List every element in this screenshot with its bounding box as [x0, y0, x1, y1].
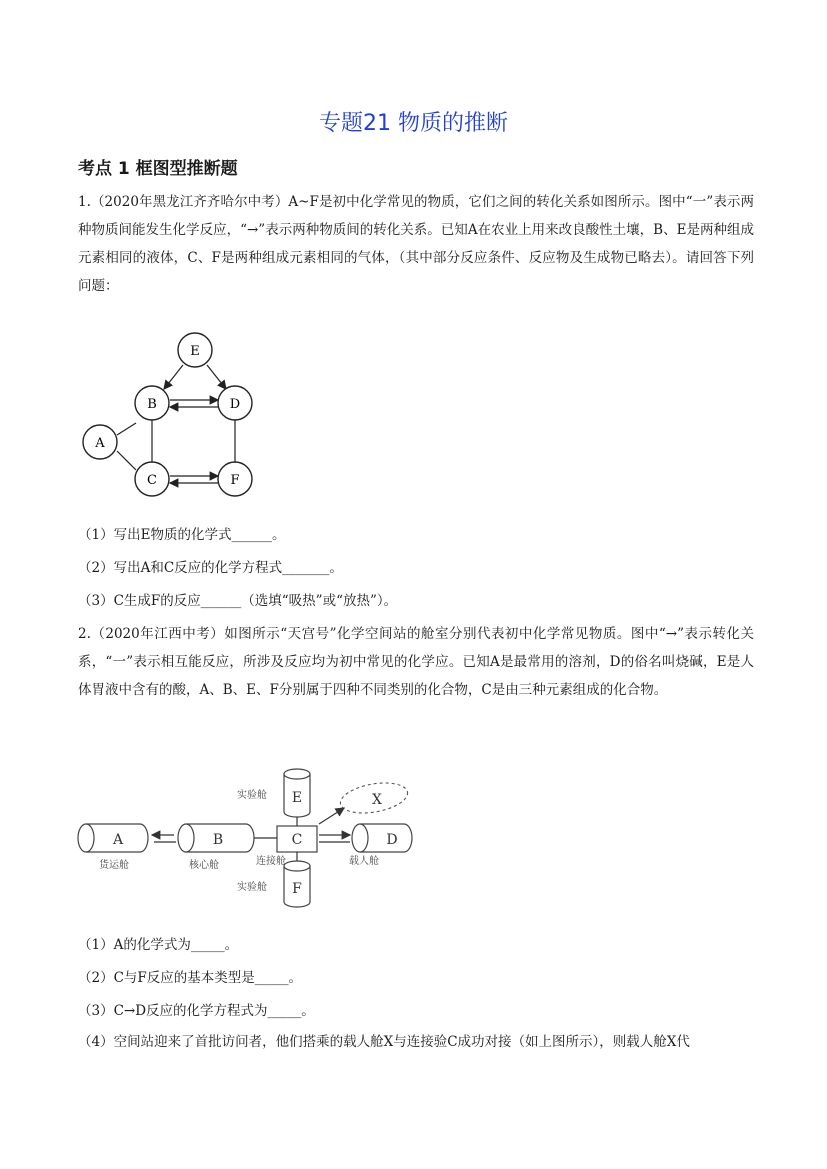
cabin-f-caption: 实验舱: [237, 882, 267, 893]
question-2-stem: 2.（2020年江西中考）如图所示“天宫号”化学空间站的舱室分别代表初中化学常见物质。图中“→”表示转化关系，“一”表示相互能反应，所涉及反应均为初中常见的化学应。已知A是最常用的溶剂，D的俗名叫烧碱，E是人体胃液中含有的酸，A、B、E、F分别属于四种不同类别的化合物，C是由三种元素组成的化合物。: [78, 626, 754, 698]
node-a-label: A: [95, 436, 105, 451]
node-d-label: D: [229, 397, 241, 412]
cabin-f-top: [284, 861, 310, 871]
line-a-b: [117, 423, 136, 435]
question-1-part-3: （3）C生成F的反应______（选填“吸热”或“放热”）。: [78, 593, 398, 609]
question-2-diagram: [74, 764, 419, 912]
question-1-diagram: [80, 330, 270, 502]
section-heading: 考点 1 框图型推断题: [78, 159, 238, 179]
arrow-e-to-b: [164, 365, 183, 389]
cabin-d-end: [352, 824, 368, 852]
node-b-label: B: [147, 397, 157, 412]
question-2-part-1: （1）A的化学式为_____。: [78, 937, 239, 953]
question-2-part-2: （2）C与F反应的基本类型是_____。: [78, 970, 303, 986]
cabin-a-letter: A: [112, 832, 124, 848]
cabin-e-caption: 实验舱: [237, 790, 267, 801]
node-f-label: F: [230, 473, 240, 488]
cabin-c-caption: 连接舱: [256, 856, 286, 867]
cabin-c-letter: C: [291, 832, 303, 848]
question-1-part-1: （1）写出E物质的化学式______。: [78, 527, 286, 543]
cabin-e-letter: E: [291, 790, 303, 806]
arrow-c-to-x: [319, 808, 344, 824]
line-a-c: [117, 451, 136, 470]
cabin-e-top: [284, 769, 310, 779]
cabin-b-letter: B: [212, 832, 224, 848]
cabin-d-letter: D: [386, 832, 398, 848]
page-title: 专题21 物质的推断: [319, 111, 508, 136]
cabin-a-caption: 货运舱: [99, 860, 129, 871]
question-1-stem: 1.（2020年黑龙江齐齐哈尔中考）A~F是初中化学常见的物质，它们之间的转化关系如图所示。图中“一”表示两种物质间能发生化学反应，“→”表示两种物质间的转化关系。已知A在农业上用来改良酸性土壤，B、E是两种组成元素相同的液体，C、F是两种组成元素相同的气体，（其中部分反应条件、反应物及生成物已略去）。请回答下列问题：: [78, 194, 754, 294]
cabin-f-letter: F: [292, 881, 302, 897]
cabin-b-caption: 核心舱: [189, 860, 219, 871]
cabin-b-end: [178, 824, 194, 852]
question-2-part-3: （3）C→D反应的化学方程式为_____。: [78, 1003, 315, 1019]
arrow-e-to-d: [207, 365, 226, 389]
cabin-d-caption: 载人舱: [349, 856, 379, 867]
cabin-a-end: [78, 824, 94, 852]
question-2-part-4: （4）空间站迎来了首批访问者，他们搭乘的载人舱X与连接验C成功对接（如上图所示），则载人舱X代: [78, 1034, 690, 1050]
node-e-label: E: [190, 344, 200, 359]
cabin-x-letter: X: [372, 792, 382, 808]
question-1-part-2: （2）写出A和C反应的化学方程式_______。: [78, 560, 343, 576]
node-c-label: C: [147, 473, 157, 488]
